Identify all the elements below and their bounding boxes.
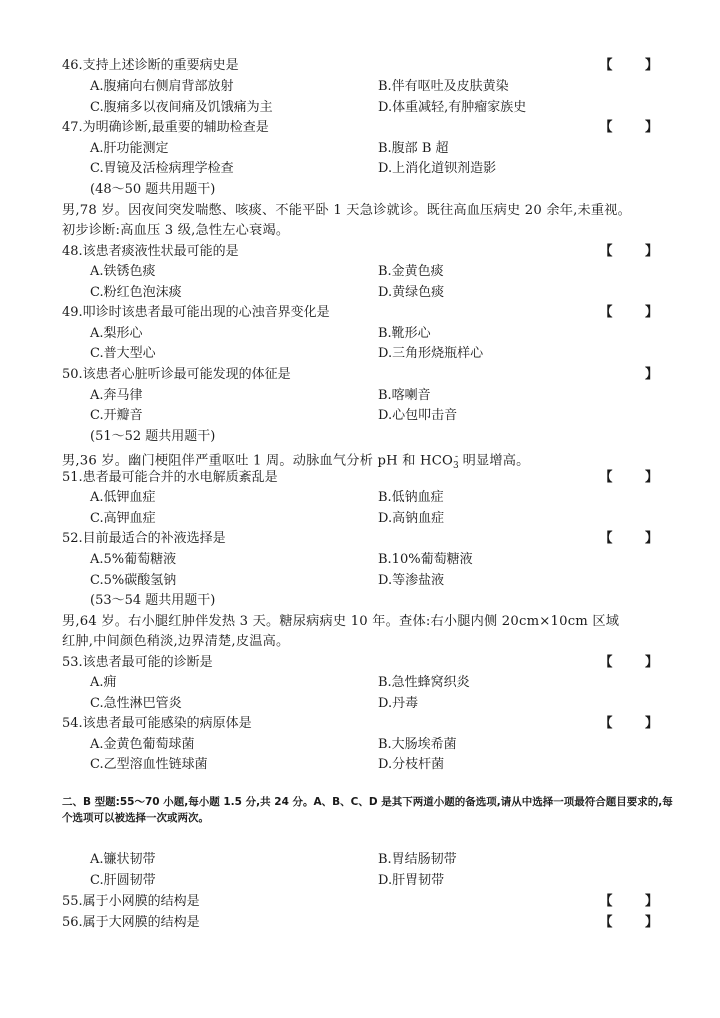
option-a: A.腹痛向右侧肩背部放射: [90, 79, 234, 94]
option-a: A.肝功能测定: [90, 141, 169, 156]
shared-stem-text: [62, 447, 680, 472]
option-b: B.低钠血症: [378, 490, 444, 505]
answer-bracket: 【 】: [599, 531, 672, 546]
option-b: B.10%葡萄糖液: [378, 552, 473, 567]
question-text: 51.患者最可能合并的水电解质紊乱是: [62, 470, 278, 485]
question-text: 46.支持上述诊断的重要病史是: [62, 58, 239, 73]
shared-stem-text: 男,78 岁。因夜间突发喘憋、咳痰、不能平卧 1 天急诊就诊。既往高血压病史 20 余年,未重视。: [62, 203, 632, 218]
stem-text-part: 明显增高。: [458, 453, 530, 469]
answer-bracket: 【 】: [599, 894, 672, 909]
option-c: C.腹痛多以夜间痛及饥饿痛为主: [90, 100, 273, 115]
shared-stem-text: 红肿,中间颜色稍淡,边界清楚,皮温高。: [62, 634, 290, 649]
option-c: C.粉红色泡沫痰: [90, 285, 182, 300]
answer-bracket: 【 】: [599, 120, 672, 135]
question-text: 52.目前最适合的补液选择是: [62, 531, 226, 546]
option-a: A.镰状韧带: [90, 852, 156, 867]
option-b: B.喀喇音: [378, 388, 431, 403]
shared-stem-text: 男,64 岁。右小腿红肿伴发热 3 天。糖尿病病史 10 年。查体:右小腿内侧 20cm×10cm 区域: [62, 614, 620, 629]
question-text: 47.为明确诊断,最重要的辅助检查是: [62, 120, 269, 135]
answer-bracket: 【 】: [599, 655, 672, 670]
question-48: [62, 242, 680, 262]
option-c: C.乙型溶血性链球菌: [90, 757, 208, 772]
option-b: B.大肠埃希菌: [378, 737, 457, 752]
question-text: 56.属于大网膜的结构是: [62, 915, 200, 930]
option-a: A.5%葡萄糖液: [90, 552, 177, 567]
option-a: A.梨形心: [90, 326, 143, 341]
answer-bracket: 【 】: [599, 305, 672, 320]
option-a: A.奔马律: [90, 388, 143, 403]
question-52: [62, 529, 680, 549]
option-c: C.高钾血症: [90, 511, 156, 526]
option-c: C.胃镜及活检病理学检查: [90, 161, 234, 176]
option-c: C.肝圆韧带: [90, 873, 156, 888]
option-b: B.金黄色痰: [378, 264, 444, 279]
answer-bracket: 【 】: [599, 58, 672, 73]
option-c: C.开瓣音: [90, 408, 143, 423]
option-a: A.铁锈色痰: [90, 264, 156, 279]
option-d: D.体重减轻,有肿瘤家族史: [378, 100, 527, 115]
answer-bracket: 【 】: [599, 915, 672, 930]
question-50: [62, 365, 680, 385]
question-55: [62, 892, 680, 912]
question-text: 53.该患者最可能的诊断是: [62, 655, 213, 670]
question-46: [62, 56, 680, 76]
question-51: [62, 468, 680, 488]
option-b: B.胃结肠韧带: [378, 852, 457, 867]
stem-text-part: 男,36 岁。幽门梗阻伴严重呕吐 1 周。动脉血气分析 pH 和 HCO: [62, 453, 453, 469]
question-49: [62, 303, 680, 323]
option-a: A.金黄色葡萄球菌: [90, 737, 195, 752]
question-text: 55.属于小网膜的结构是: [62, 894, 200, 909]
option-c: C.普大型心: [90, 346, 156, 361]
superscript: -: [454, 452, 459, 462]
section-heading-b-type: 二、B 型题:55～70 小题,每小题 1.5 分,共 24 分。A、B、C、D 是其下两道小题的备选项,请从中选择一项最符合题目要求的,每个选项可以被选择一次或两次。: [62, 796, 673, 824]
option-b: B.伴有呕吐及皮肤黄染: [378, 79, 509, 94]
question-text: 49.叩诊时该患者最可能出现的心浊音界变化是: [62, 305, 330, 320]
answer-bracket: 】: [644, 367, 672, 382]
option-d: D.丹毒: [378, 696, 419, 711]
option-c: C.急性淋巴管炎: [90, 696, 182, 711]
option-d: D.高钠血症: [378, 511, 445, 526]
subscript: 3: [453, 461, 459, 472]
question-53: [62, 653, 680, 673]
question-47: [62, 118, 680, 138]
option-b: B.腹部 B 超: [378, 141, 449, 156]
option-d: D.等渗盐液: [378, 573, 445, 588]
shared-stem-text: 初步诊断:高血压 3 级,急性左心衰竭。: [62, 223, 290, 238]
question-54: [62, 714, 680, 734]
option-d: D.肝胃韧带: [378, 873, 445, 888]
shared-stem-label: (53～54 题共用题干): [90, 593, 216, 608]
option-a: A.痈: [90, 675, 117, 690]
question-text: 50.该患者心脏听诊最可能发现的体征是: [62, 367, 291, 382]
option-d: D.黄绿色痰: [378, 285, 445, 300]
option-d: D.上消化道钡剂造影: [378, 161, 497, 176]
shared-stem-label: (51～52 题共用题干): [90, 429, 216, 444]
shared-stem-label: (48～50 题共用题干): [90, 182, 216, 197]
option-d: D.三角形烧瓶样心: [378, 346, 484, 361]
option-c: C.5%碳酸氢钠: [90, 573, 177, 588]
question-56: [62, 913, 680, 933]
option-b: B.急性蜂窝织炎: [378, 675, 470, 690]
option-d: D.分枝杆菌: [378, 757, 445, 772]
answer-bracket: 【 】: [599, 470, 672, 485]
option-b: B.靴形心: [378, 326, 431, 341]
question-text: 48.该患者痰液性状最可能的是: [62, 244, 239, 259]
option-d: D.心包叩击音: [378, 408, 458, 423]
answer-bracket: 【 】: [599, 244, 672, 259]
question-text: 54.该患者最可能感染的病原体是: [62, 716, 252, 731]
answer-bracket: 【 】: [599, 716, 672, 731]
option-a: A.低钾血症: [90, 490, 156, 505]
